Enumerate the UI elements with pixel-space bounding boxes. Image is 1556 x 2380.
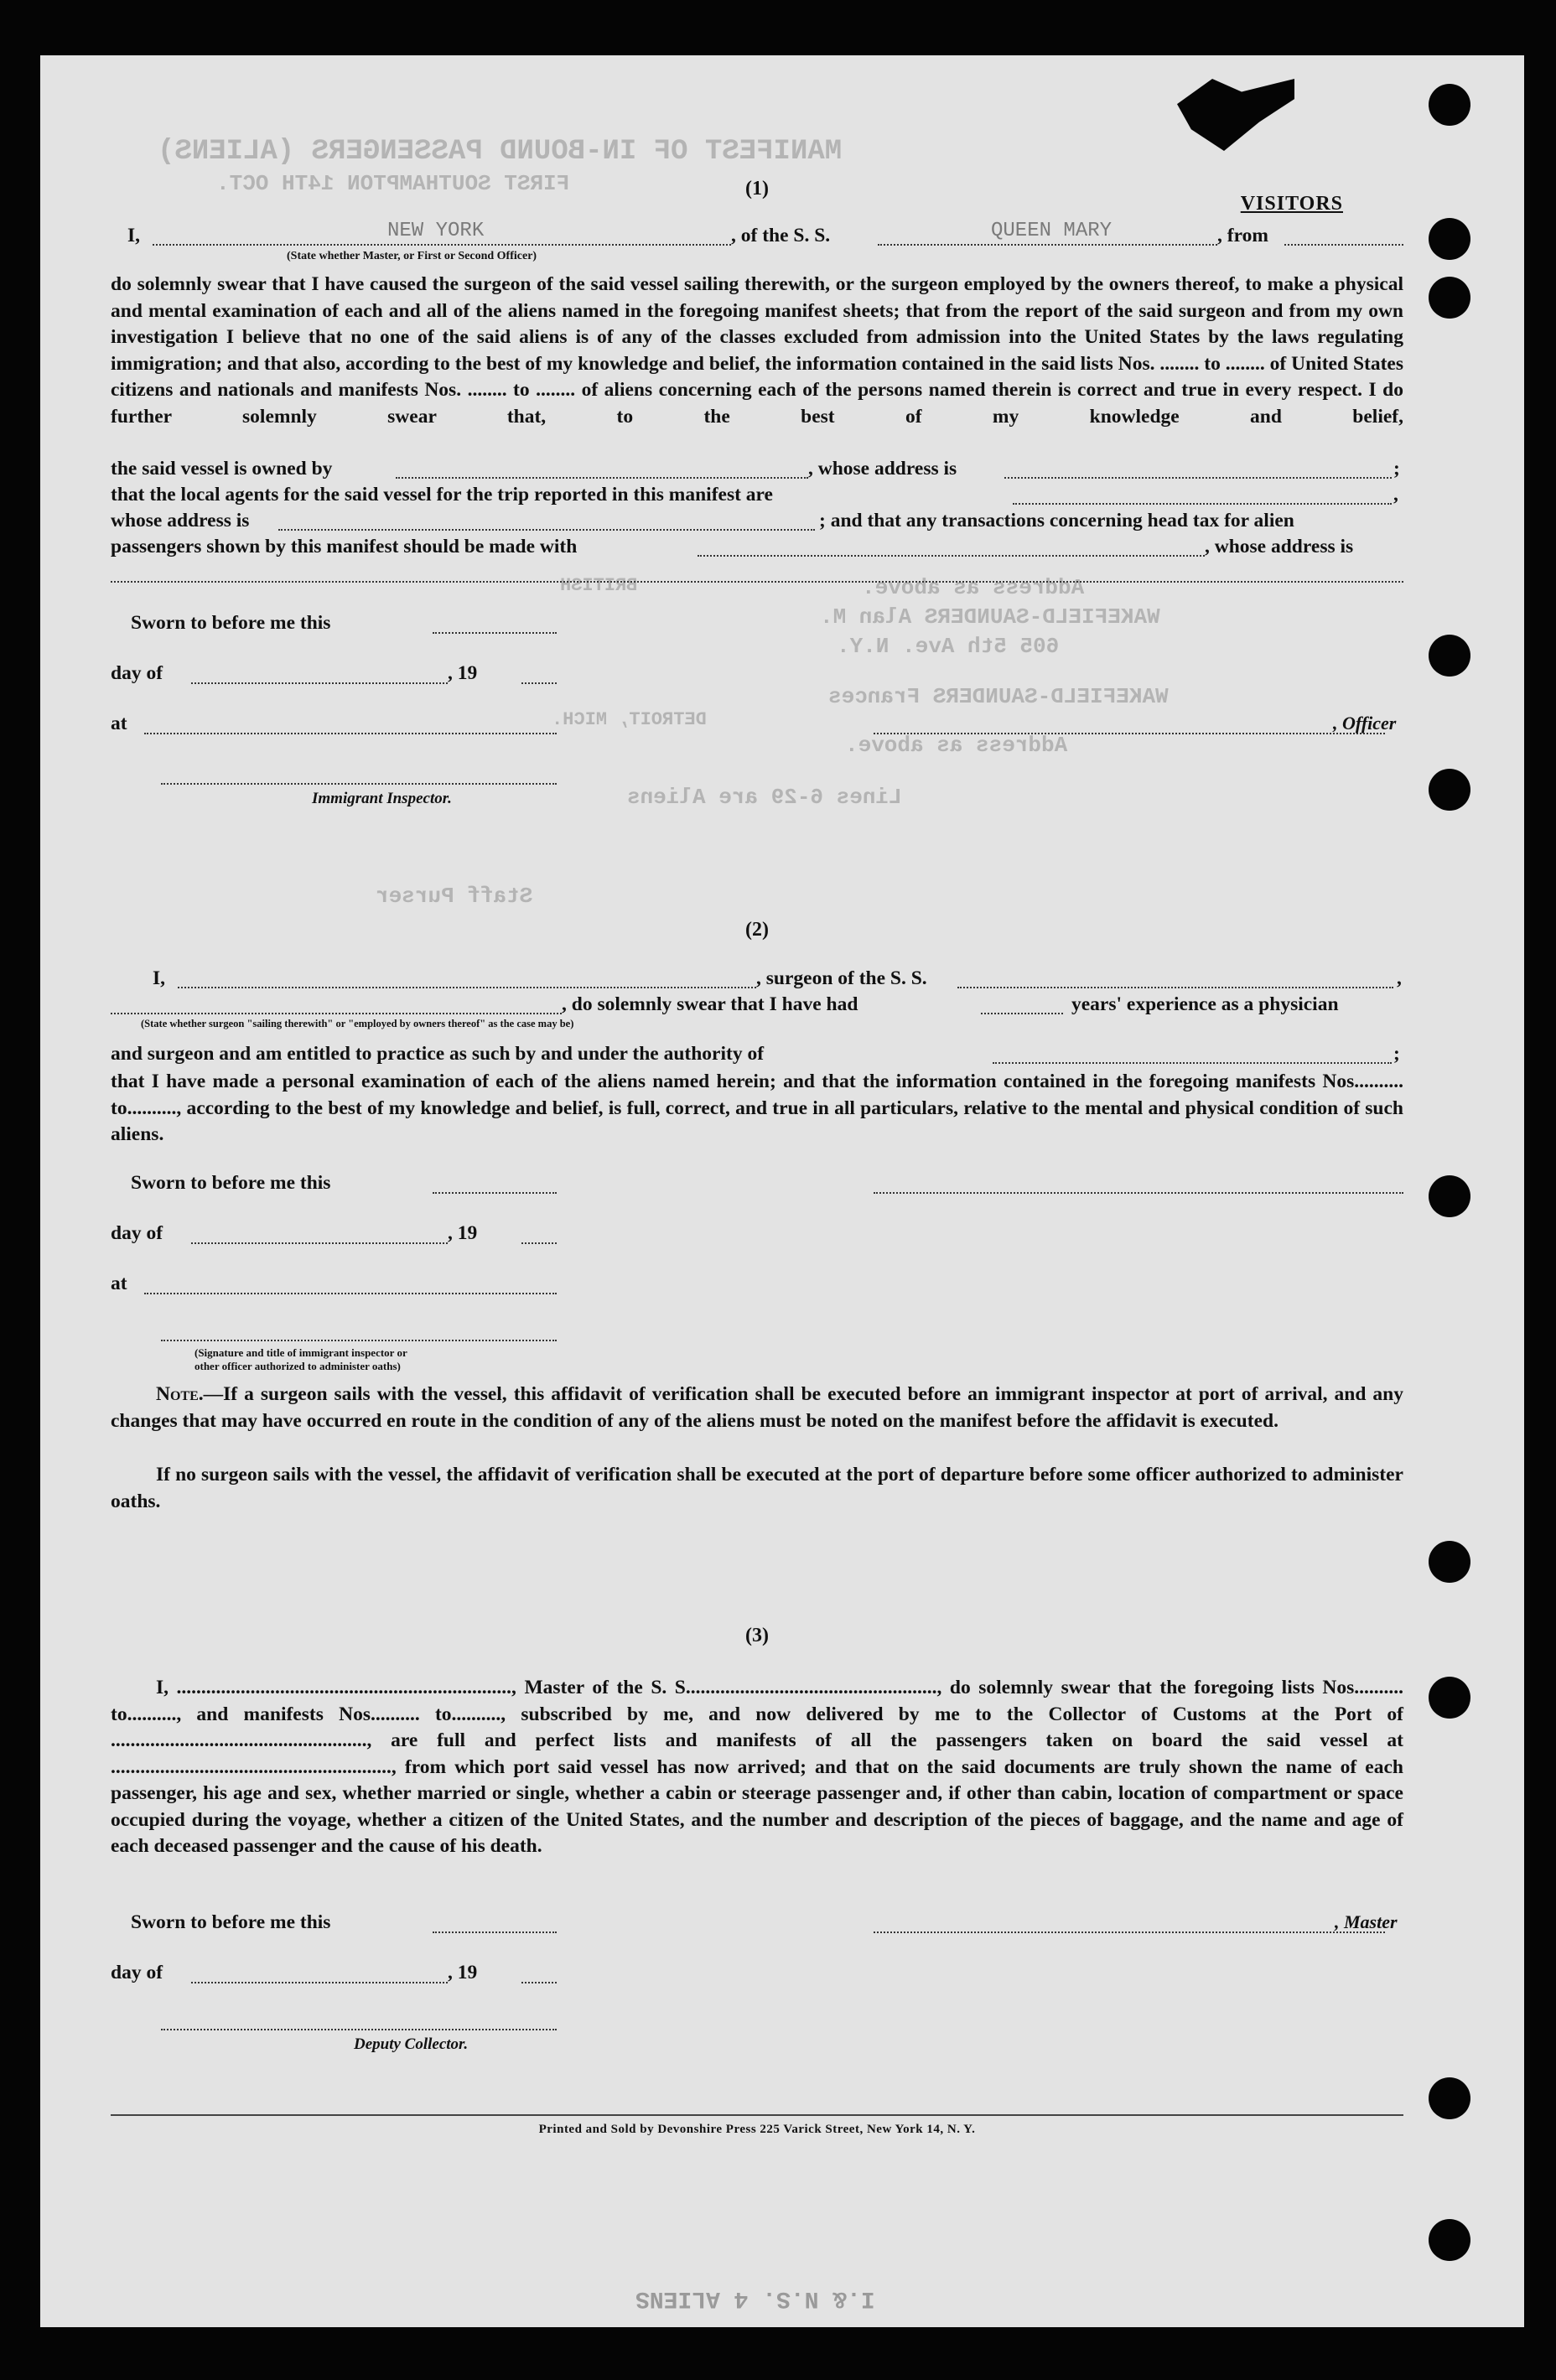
deputy-signature-field[interactable] <box>161 2029 557 2030</box>
owner-address-field[interactable] <box>1004 477 1392 479</box>
day-of-label-2: day of <box>111 1222 163 1244</box>
master-oath-body: I, ...................................................................., Master of the S. S..................................................., do solemnly swear that the foregoing lists Nos.......... to.........., and manifests Nos.......... to.........., subscribed by me, and now delivered by me to the Collector of Customs at the Port of ...................................................., are full and perfect lists and manifests of all the passengers taken on board the said vessel at ........................................................., from which port said vessel has now arrived; and that on the said documents are truly shown the name of each passenger, his age and sex, whether married or single, whether a cabin or steerage passenger and, if other than cabin, location of compartment or space occupied during the voyage, whether a citizen of the United States, and the number and description of the pieces of baggage, and the name and age of each deceased passenger and the cause of his death. <box>111 1677 1403 1857</box>
bleed-british: BRITISH <box>560 575 638 596</box>
sworn-day-field-1[interactable] <box>433 632 557 634</box>
month-field-1[interactable] <box>191 682 448 684</box>
punch-hole <box>1429 2077 1470 2119</box>
note-label: Note. <box>156 1383 204 1405</box>
year-field-3[interactable] <box>521 1982 557 1983</box>
surgeon-of-ss: , surgeon of the S. S. <box>756 967 927 989</box>
semicolon-2: ; <box>1393 1043 1400 1065</box>
bleed-bottom: I.& N.S. 4 ALIENS <box>635 2285 875 2311</box>
note-text: —If a surgeon sails with the vessel, this affidavit of verification shall be executed before an immigrant inspector at port of arrival, and any changes that may have occurred en route in the condition of any of the aliens must be noted on the manifest before the affidavit is executed. <box>111 1383 1403 1432</box>
bleed-address-1: Address as above. <box>862 575 1085 600</box>
officer-label: , Officer <box>1333 713 1397 734</box>
whose-address-label-1: , whose address is <box>808 458 957 480</box>
whose-address-label-3: , whose address is <box>1205 536 1354 557</box>
owned-by-label: the said vessel is owned by <box>111 458 333 480</box>
head-tax-contact-field[interactable] <box>698 555 1205 557</box>
document-sheet <box>40 55 1524 2327</box>
signature-hint-1: (Signature and title of immigrant inspector or <box>194 1346 407 1359</box>
at-label-1: at <box>111 713 127 734</box>
at-field-2[interactable] <box>144 1293 557 1294</box>
sworn-label-3: Sworn to before me this <box>131 1911 331 1933</box>
sworn-label-2: Sworn to before me this <box>131 1172 331 1194</box>
bleed-address-2: Address as above. <box>845 733 1068 758</box>
punch-hole <box>1429 218 1470 260</box>
years-field[interactable] <box>981 1013 1063 1014</box>
bleed-lines: Lines 6-29 are Aliens <box>627 785 902 810</box>
punch-hole <box>1429 635 1470 677</box>
year-label-3: , 19 <box>448 1962 478 1983</box>
passengers-label: passengers shown by this manifest should be made with <box>111 536 578 557</box>
section-1-number: (1) <box>745 178 769 200</box>
master-label: , Master <box>1335 1911 1398 1932</box>
years-experience-text: years' experience as a physician <box>1071 993 1339 1015</box>
bleed-street: 605 5th Ave. N.Y. <box>837 634 1060 659</box>
bleed-wakefield-1: WAKEFIELD-SAUNDERS Alan M. <box>820 604 1160 630</box>
year-field-2[interactable] <box>521 1242 557 1244</box>
oath-i: I, <box>127 225 141 246</box>
punch-hole <box>1429 84 1470 126</box>
master-signature-field[interactable] <box>874 1931 1385 1933</box>
surgeon-hint: (State whether surgeon "sailing therewith" or "employed by owners thereof" as the case may be) <box>141 1018 574 1029</box>
signature-hint-2: other officer authorized to administer oaths) <box>194 1360 401 1372</box>
surgeon-status-field[interactable] <box>111 1013 562 1014</box>
surgeon-vessel-field[interactable] <box>957 987 1393 988</box>
of-the-ss: , of the S. S. <box>731 225 831 246</box>
note-paragraph-2: If no surgeon sails with the vessel, the affidavit of verification shall be executed at the port of departure before some officer authorized to administer oaths. <box>111 1464 1403 1512</box>
authority-text: and surgeon and am entitled to practice as such by and under the authority of <box>111 1043 765 1065</box>
agents-field[interactable] <box>1013 503 1392 505</box>
printer-footer: Printed and Sold by Devonshire Press 225 Varick Street, New York 14, N. Y. <box>538 2123 976 2136</box>
inspector-signature-field[interactable] <box>161 783 557 785</box>
vessel-name-field[interactable] <box>878 244 1217 246</box>
surgeon-name-field[interactable] <box>178 987 756 988</box>
agents-address-field[interactable] <box>278 529 815 531</box>
head-tax-address-field[interactable] <box>111 581 1403 583</box>
note-paragraph <box>111 1382 1403 1434</box>
solemnly-swear-text: , do solemnly swear that I have had <box>562 993 858 1015</box>
authority-field[interactable] <box>993 1062 1392 1064</box>
section-2-number: (2) <box>745 919 769 941</box>
master-name-field[interactable] <box>153 244 731 246</box>
bleed-manifest-title: MANIFEST OF IN-BOUND PASSENGERS (ALIENS) <box>158 136 843 168</box>
whose-address-label-2: whose address is <box>111 510 250 531</box>
from-label: , from <box>1217 225 1268 246</box>
sworn-day-field-3[interactable] <box>433 1931 557 1933</box>
month-field-3[interactable] <box>191 1982 448 1983</box>
sworn-label-1: Sworn to before me this <box>131 612 331 634</box>
master-hint: (State whether Master, or First or Second Officer) <box>287 250 537 262</box>
year-label-1: , 19 <box>448 662 478 684</box>
typed-port: NEW YORK <box>387 220 485 242</box>
at-field-1[interactable] <box>144 733 557 734</box>
from-field[interactable] <box>1284 244 1403 246</box>
punch-hole <box>1429 769 1470 811</box>
punch-hole <box>1429 1541 1470 1583</box>
surgeon-signature-field[interactable] <box>874 1192 1403 1194</box>
bleed-staff: Staff Purser <box>376 884 533 909</box>
semicolon-1: ; <box>1393 458 1400 480</box>
day-of-label-3: day of <box>111 1962 163 1983</box>
deputy-label: Deputy Collector. <box>354 2035 469 2053</box>
section-3-number: (3) <box>745 1625 769 1646</box>
oath-officer-signature-field[interactable] <box>161 1340 557 1341</box>
oath-body-1: do solemnly swear that I have caused the surgeon of the said vessel sailing therewith, or the surgeon employed by the owners thereof, to make a physical and mental examination of each and all of the aliens named in the foregoing manifest sheets; that from the report of the said surgeon and from my own investigation I believe that no one of the said aliens is of any of the classes excluded from admission into the United States by the laws regulating immigration; and that also, according to the best of my knowledge and belief, the information contained in the said lists Nos. ........ to ........ of United States citizens and nationals and manifests Nos. ........ to ........ of aliens concerning each of the persons named therein is correct and true in every respect. I do further solemnly swear that, to the best of my knowledge and belief, <box>111 273 1403 428</box>
punch-hole <box>1429 277 1470 319</box>
punch-hole <box>1429 1677 1470 1719</box>
head-tax-text: ; and that any transactions concerning head tax for alien <box>819 510 1294 531</box>
officer-signature-field[interactable] <box>874 733 1385 734</box>
bleed-detroit: DETROIT, MICH. <box>552 709 707 730</box>
footer-rule <box>111 2114 1403 2116</box>
bleed-wakefield-2: WAKEFIELD-SAUNDERS Frances <box>828 684 1169 709</box>
bleed-class-line: FIRST SOUTHAMPTON 14TH OCT. <box>216 171 570 196</box>
year-label-2: , 19 <box>448 1222 478 1244</box>
year-field-1[interactable] <box>521 682 557 684</box>
day-of-label-1: day of <box>111 662 163 684</box>
owner-field[interactable] <box>396 477 808 479</box>
typed-vessel: QUEEN MARY <box>991 220 1113 242</box>
at-label-2: at <box>111 1273 127 1294</box>
sworn-day-field-2[interactable] <box>433 1192 557 1194</box>
punch-hole <box>1429 2219 1470 2261</box>
inspector-label: Immigrant Inspector. <box>312 790 452 807</box>
torn-corner <box>1177 79 1294 151</box>
s2-i: I, <box>153 967 166 989</box>
comma-2: , <box>1397 967 1402 989</box>
surgeon-body: that I have made a personal examination of each of the aliens named herein; and that the information contained in the foregoing manifests Nos.......... to.........., according to the best of my knowledge and belief, is full, correct, and true in all particulars, relative to the mental and physical condition of such aliens. <box>111 1071 1403 1145</box>
agents-label: that the local agents for the said vessel for the trip reported in this manifest are <box>111 484 773 506</box>
comma-1: , <box>1393 484 1398 506</box>
punch-hole <box>1429 1175 1470 1217</box>
month-field-2[interactable] <box>191 1242 448 1244</box>
visitors-stamp: VISITORS <box>1240 193 1343 215</box>
